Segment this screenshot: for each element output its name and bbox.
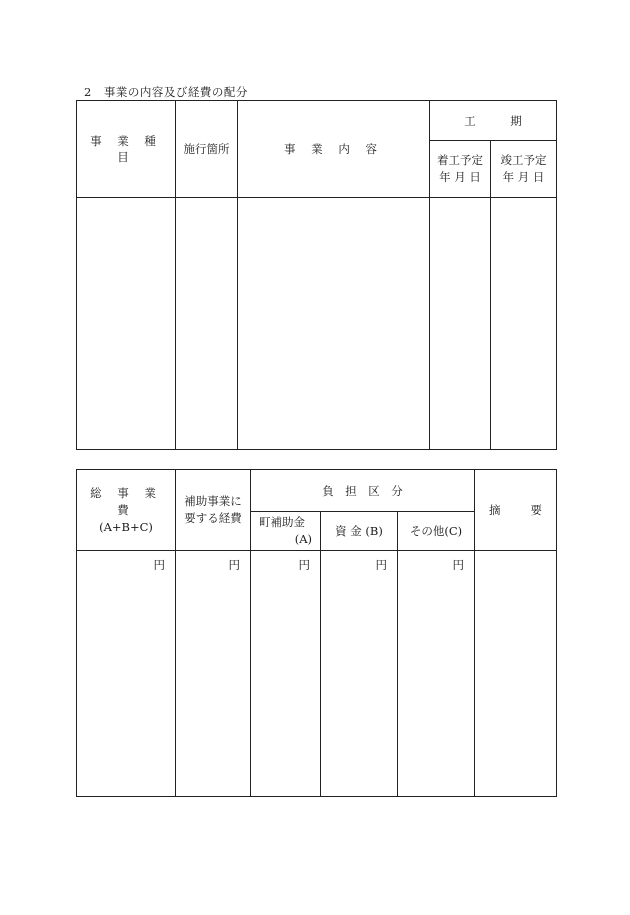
header-shikin (321, 512, 398, 551)
cell-shunko-yotei[interactable] (491, 198, 557, 450)
shunko-line2: 年 月 日 (502, 170, 545, 184)
shunko-line1: 竣工予定 (500, 153, 547, 167)
cell-shikin[interactable] (321, 551, 398, 797)
yen-unit: 円 (228, 558, 240, 572)
hojo-line1: 補助事業に (184, 494, 242, 508)
cell-jigyo-naiyo[interactable] (238, 198, 430, 450)
header-hojo-jigyo-keihi (176, 470, 251, 551)
cost-allocation-table (76, 469, 557, 797)
header-koki-label: 工 期 (464, 113, 522, 128)
section-title: 2 事業の内容及び経費の配分 (84, 85, 248, 99)
project-content-table (76, 100, 557, 450)
header-sojigyohi (77, 470, 176, 551)
machi-hojokin-line1: 町補助金 (259, 515, 305, 529)
hojo-line2: 要する経費 (184, 511, 242, 525)
table-row (77, 198, 557, 450)
header-jigyo-naiyo (238, 101, 430, 198)
header-chakko-yotei (430, 141, 491, 198)
header-jigyo-shumoku-label: 事 業 種 目 (90, 134, 162, 164)
futan-kubun-label: 負 担 区 分 (322, 483, 403, 498)
machi-hojokin-line2: (A) (294, 532, 312, 546)
tekiyo-label-a: 摘 (489, 503, 501, 517)
header-shunko-yotei (491, 141, 557, 198)
yen-unit: 円 (375, 558, 387, 572)
cell-shiko-kasho[interactable] (176, 198, 238, 450)
table-row (77, 551, 557, 797)
header-tekiyo (475, 470, 557, 551)
sojigyohi-line1: 総 事 業 費 (90, 485, 162, 517)
header-shiko-kasho-label: 施行箇所 (183, 142, 230, 156)
shikin-label: 資 金 (B) (335, 524, 383, 538)
header-jigyo-shumoku (77, 101, 176, 198)
cell-sonota[interactable] (398, 551, 475, 797)
header-machi-hojokin (251, 512, 321, 551)
yen-unit: 円 (452, 558, 465, 572)
sonota-label: その他(C) (409, 524, 463, 538)
header-sonota (398, 512, 475, 551)
cell-hojo-jigyo-keihi[interactable] (176, 551, 251, 797)
cell-chakko-yotei[interactable] (430, 198, 491, 450)
cell-tekiyo[interactable] (475, 551, 557, 797)
chakko-line1: 着工予定 (437, 153, 483, 167)
header-jigyo-naiyo-label: 事 業 内 容 (284, 142, 383, 156)
chakko-line2: 年 月 日 (439, 170, 481, 184)
header-shiko-kasho (176, 101, 238, 198)
sojigyohi-line2: (A+B+C) (99, 519, 153, 534)
tekiyo-label-b: 要 (530, 503, 543, 517)
yen-unit: 円 (298, 558, 310, 572)
cell-machi-hojokin[interactable] (251, 551, 321, 797)
cell-sojigyohi[interactable] (77, 551, 176, 797)
header-koki (430, 101, 557, 141)
header-futan-kubun (251, 470, 475, 512)
cell-jigyo-shumoku[interactable] (77, 198, 176, 450)
yen-unit: 円 (153, 558, 165, 572)
